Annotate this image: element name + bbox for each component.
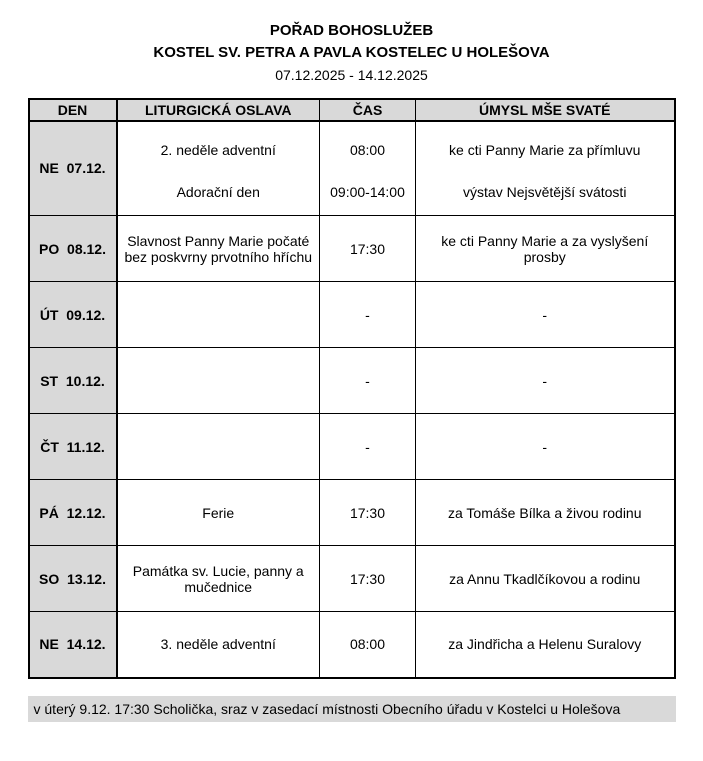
celebration-cell: Ferie (117, 480, 320, 546)
time-cell: - (320, 348, 416, 414)
celebration-line-1: 2. neděle adventní (160, 142, 276, 159)
table-row (29, 612, 675, 678)
time-cell: 17:30 (320, 216, 416, 282)
time-cell: - (320, 414, 416, 480)
intention-cell: - (416, 348, 675, 414)
time-lines (324, 136, 411, 200)
celebration-cell: Památka sv. Lucie, panny a mučednice (117, 546, 320, 612)
col-header-den: DEN (29, 99, 117, 121)
intention-line-2: výstav Nejsvětější svátosti (463, 184, 627, 201)
intention-cell: ke cti Panny Marie a za vyslyšení prosby (416, 216, 675, 282)
day-cell: ST 10.12. (29, 348, 117, 414)
intention-lines (420, 136, 670, 200)
time-cell: 17:30 (320, 480, 416, 546)
intention-cell: za Annu Tkadlčíkovou a rodinu (416, 546, 675, 612)
date-range: 07.12.2025 - 14.12.2025 (275, 66, 428, 83)
intention-line-1: ke cti Panny Marie za přímluvu (449, 142, 641, 159)
celebration-lines (122, 136, 316, 200)
col-header-oslava: LITURGICKÁ OSLAVA (117, 99, 320, 121)
celebration-cell (117, 282, 320, 348)
day-cell: PO 08.12. (29, 216, 117, 282)
time-cell: 17:30 (320, 546, 416, 612)
schedule-table (28, 98, 676, 679)
document-title: POŘAD BOHOSLUŽEB (269, 22, 434, 39)
table-row (29, 216, 675, 282)
day-cell: PÁ 12.12. (29, 480, 117, 546)
time-cell (320, 121, 416, 216)
table-row (29, 414, 675, 480)
time-cell: 08:00 (320, 612, 416, 678)
table-row (29, 546, 675, 612)
day-cell: NE 14.12. (29, 612, 117, 678)
day-cell: SO 13.12. (29, 546, 117, 612)
intention-cell (416, 121, 675, 216)
celebration-cell: Slavnost Panny Marie počaté bez poskvrny prvotního hříchu (117, 216, 320, 282)
intention-cell: za Tomáše Bílka a živou rodinu (416, 480, 675, 546)
intention-cell: - (416, 414, 675, 480)
time-cell: - (320, 282, 416, 348)
day-cell: ČT 11.12. (29, 414, 117, 480)
table-row (29, 348, 675, 414)
day-cell: ÚT 09.12. (29, 282, 117, 348)
table-row (29, 121, 675, 216)
celebration-line-2: Adorační den (176, 184, 260, 201)
intention-cell: za Jindřicha a Helenu Suralovy (416, 612, 675, 678)
celebration-cell: 3. neděle adventní (117, 612, 320, 678)
celebration-cell (117, 414, 320, 480)
document-header (0, 20, 703, 83)
celebration-cell (117, 348, 320, 414)
time-line-1: 08:00 (349, 142, 386, 159)
intention-cell: - (416, 282, 675, 348)
table-row (29, 282, 675, 348)
day-cell: NE 07.12. (29, 121, 117, 216)
table-row (29, 480, 675, 546)
col-header-umysl: ÚMYSL MŠE SVATÉ (416, 99, 675, 121)
church-name: KOSTEL SV. PETRA A PAVLA KOSTELEC U HOLEŠOVA (153, 43, 550, 61)
table-header-row (29, 99, 675, 121)
celebration-cell (117, 121, 320, 216)
time-line-2: 09:00-14:00 (330, 184, 405, 201)
footer-note: v úterý 9.12. 17:30 Scholička, sraz v zasedací místnosti Obecního úřadu v Kostelci u Holešova (28, 696, 676, 722)
col-header-cas: ČAS (320, 99, 416, 121)
